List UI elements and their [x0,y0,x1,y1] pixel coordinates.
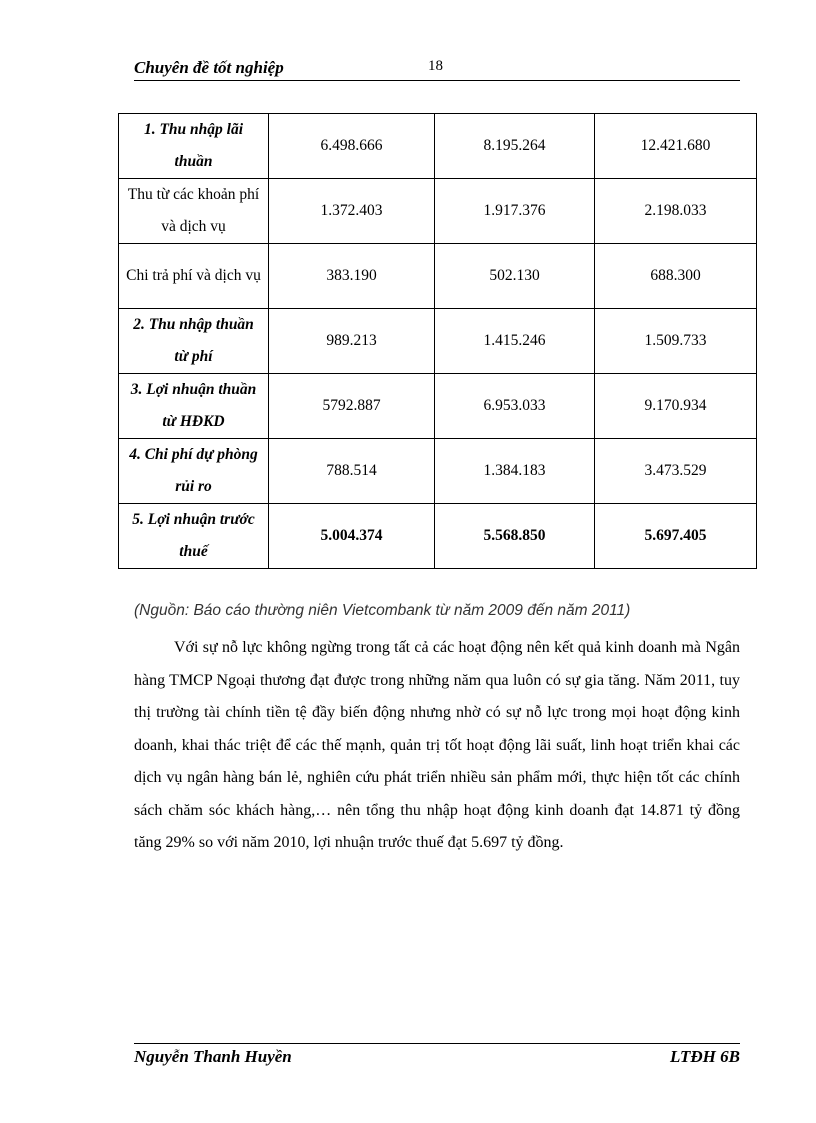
row-label: 3. Lợi nhuận thuần từ HĐKD [119,374,269,439]
page-footer [134,1043,740,1070]
page-number: 18 [428,58,443,74]
row-label: 5. Lợi nhuận trước thuế [119,504,269,569]
row-value: 12.421.680 [595,114,757,179]
table-row [119,439,757,504]
row-value: 1.372.403 [269,179,435,244]
row-value: 6.953.033 [435,374,595,439]
row-value: 2.198.033 [595,179,757,244]
header-title: Chuyên đề tốt nghiệp [134,58,284,77]
page-header [134,56,740,81]
financial-results-table [118,113,757,569]
row-value: 1.509.733 [595,309,757,374]
row-value: 5792.887 [269,374,435,439]
row-label: Thu từ các khoản phí và dịch vụ [119,179,269,244]
table-row [119,504,757,569]
row-value: 989.213 [269,309,435,374]
row-value: 1.917.376 [435,179,595,244]
row-value: 6.498.666 [269,114,435,179]
row-value: 3.473.529 [595,439,757,504]
row-label: 4. Chi phí dự phòng rủi ro [119,439,269,504]
row-value: 1.415.246 [435,309,595,374]
table-row [119,244,757,309]
source-note: (Nguồn: Báo cáo thường niên Vietcombank từ năm 2009 đến năm 2011) [134,602,631,619]
row-value: 1.384.183 [435,439,595,504]
footer-author: Nguyễn Thanh Huyền [134,1047,292,1066]
row-label: 2. Thu nhập thuần từ phí [119,309,269,374]
table-row [119,374,757,439]
row-value: 5.568.850 [435,504,595,569]
table-row [119,309,757,374]
footer-class: LTĐH 6B [669,1047,740,1066]
row-value: 5.697.405 [595,504,757,569]
row-value: 9.170.934 [595,374,757,439]
row-value: 8.195.264 [435,114,595,179]
row-value: 688.300 [595,244,757,309]
row-value: 383.190 [269,244,435,309]
table-row [119,114,757,179]
row-value: 5.004.374 [269,504,435,569]
row-value: 788.514 [269,439,435,504]
row-label: Chi trả phí và dịch vụ [119,244,269,309]
row-value: 502.130 [435,244,595,309]
row-label: 1. Thu nhập lãi thuần [119,114,269,179]
table-row [119,179,757,244]
body-paragraph: Với sự nỗ lực không ngừng trong tất cả các hoạt động nên kết quả kinh doanh mà Ngân hàng TMCP Ngoại thương đạt được trong những năm qua luôn có sự gia tăng. Năm 2011, tuy thị trường tài chính tiền tệ đầy biến động nhưng nhờ có sự nỗ lực trong mọi hoạt động kinh doanh, khai thác triệt để các thế mạnh, quản trị tốt hoạt động lãi suất, linh hoạt triển khai các dịch vụ ngân hàng bán lẻ, nghiên cứu phát triển nhiều sản phẩm mới, thực hiện tốt các chính sách chăm sóc khách hàng,… nên tổng thu nhập hoạt động kinh doanh đạt 14.871 tỷ đồng tăng 29% so với năm 2010, lợi nhuận trước thuế đạt 5.697 tỷ đồng. [134,639,740,851]
